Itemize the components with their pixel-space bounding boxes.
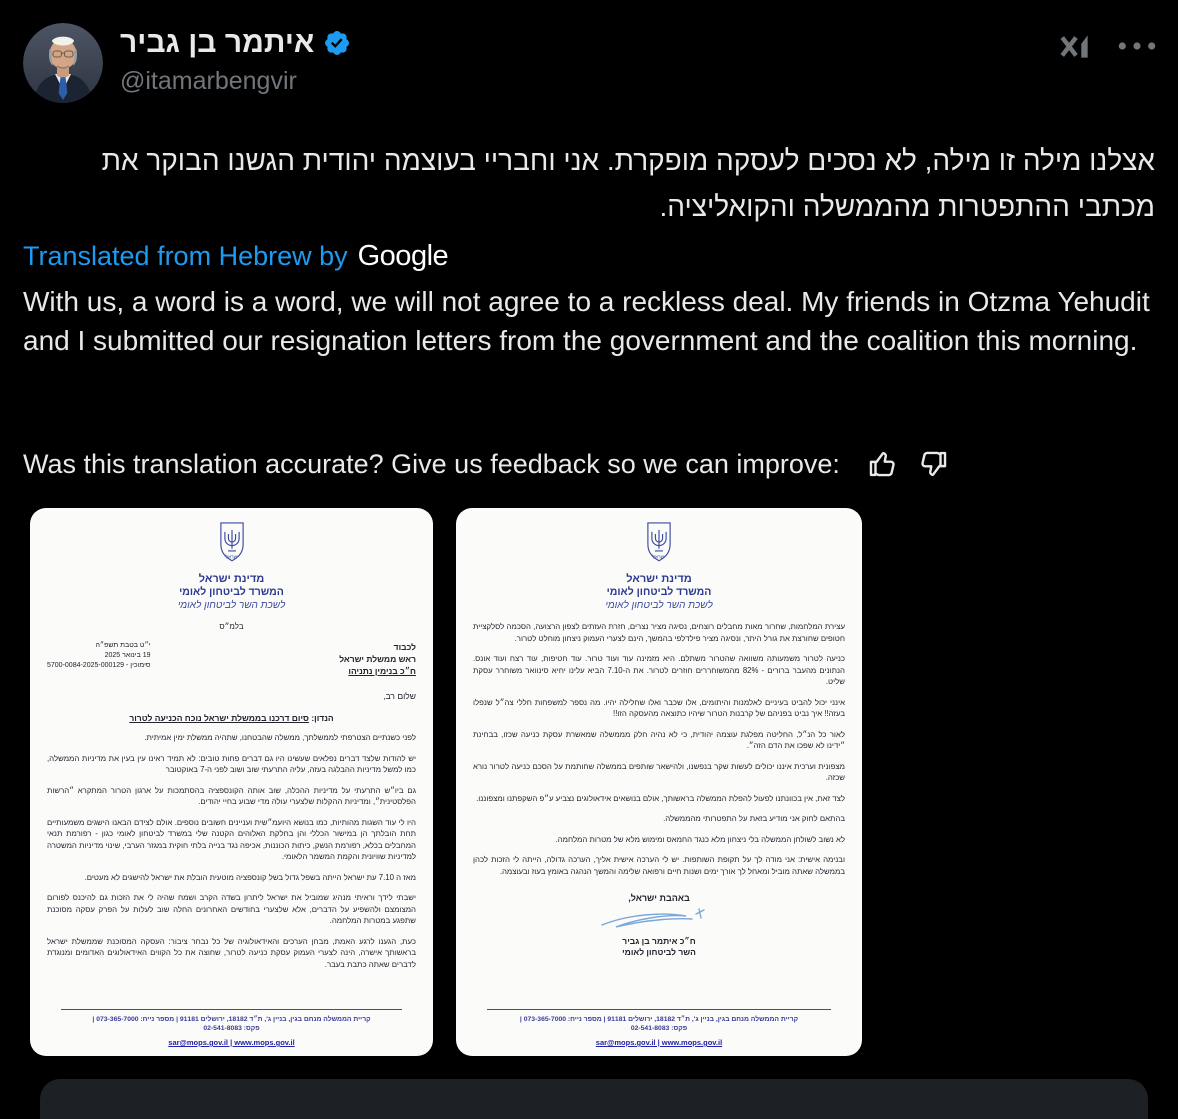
letter2-paragraph: לצד זאת, אין בכוונתנו לפעול להפלת הממשלה בראשותך, אולם בנושאים אידאולוגים נצביע ע״פ השקפתנו ומצפוננו. xyxy=(476,793,845,803)
tweet-text-translated: With us, a word is a word, we will not agree to a reckless deal. My friends in Otzma Yehudit and I submitted our resignation letters from the government and the coalition this morning. xyxy=(23,286,1150,356)
feedback-prompt: Was this translation accurate? Give us feedback so we can improve: xyxy=(23,448,840,479)
letter1-classification: בלמ״ס xyxy=(219,622,244,631)
more-icon xyxy=(1116,39,1158,53)
letter1-paragraph: לפני כשנתיים הצטרפתי לממשלתך, ממשלה שהבטחנו, שתהיה ממשלת ימין אמיתית. xyxy=(144,733,416,742)
verified-badge-icon xyxy=(323,29,351,57)
tweet-text-hebrew: אצלנו מילה זו מילה, לא נסכים לעסקה מופקרת. אני וחבריי בעוצמה יהודית הגשנו הבוקר את מכתבי ההתפטרות מהממשלה והקואליציה. xyxy=(101,145,1155,222)
letter2-paragraph: אינני יכול להביט בעיניים לאלמנות והיתומים, אלו שכבר ואלו שחלילה יהיו. מה נספר למשפחות חללי צה״ל שנפלו בעזה!! איך נביט בפניהם של קרבנות הטרור שיהיו כתוצאה מהעסקה הזו!! xyxy=(473,697,845,718)
letter2-paragraph: כניעה לטרור משמעותה משוואה שהטרור משתלם. היא מזמינה עוד ועוד טרור. עוד חטיפות, עוד רצח ועוד אונס. הנתונים מהעבר ברורים - 82% מהמשוחררים חוזרים לטרור. את ה-7.10 הביא עלינו יחיא סינוואר משוחרר עסקת שליט. xyxy=(473,654,845,686)
letter1-date-block: י״ט בטבת תשפ״ה 19 בינואר 2025 סימוכין - 5700-0084-2025-000129 xyxy=(47,642,151,669)
letter1-footer: קריית הממשלה מנחם בגין, בניין ג', ת״ד 18182, ירושלים 91181 | מספר נייח: 073-365-7000 | פקס: 02-541-8083 sar@mops.gov.il | www.mops.gov.il xyxy=(47,1009,416,1055)
israel-emblem-icon xyxy=(47,521,416,569)
letter1-paragraph: היו לי עוד השגות מהותיות, כמו בנושא היועמ״שית ועניינים חשובים נוספים. אולם לצידם הבאנו הישגים משמעותיים תחת הובלתך הן במישור הכללי והן בחלקת האלוהים הקטנה שלי במשרד לביטחון לאומי כגון - רפורמת תנאי המחבלים בכלא, רפורמת הנשק, כיתות הכוננות, אכיפה נגד בנייה בלתי חוקית במגזר הערבי, שינוי מדיניות המשטרה למדיניות שוויונית והקמת המשמר הלאומי. xyxy=(47,817,416,861)
letter2-ministry-line: המשרד לביטחון לאומי xyxy=(606,586,712,598)
letter2-state-line: מדינת ישראל xyxy=(626,573,692,585)
letter1-office-line: לשכת השר לביטחון לאומי xyxy=(177,600,286,611)
display-name[interactable]: איתמר בן גביר xyxy=(120,26,315,59)
letter2-paragraph: עצירת המלחמות, שחרור מאות מחבלים רוצחים, נסיגה מציר נצרים, חזרת העזתים לצפון הרצועה, הסכמה לסלקציית חטופים שחורצת את גורל היתר, ונסיגה מציר פילדלפי בהמשך, הינם לצערי העמוק ניצחון מוחלט לטרור. xyxy=(473,622,845,643)
translated-from-link[interactable]: Translated from Hebrew by xyxy=(23,241,348,271)
letter2-footer-links: sar@mops.gov.il | www.mops.gov.il xyxy=(595,1038,723,1047)
letter1-ministry-line: המשרד לביטחון לאומי xyxy=(179,586,284,598)
letter1-paragraph: מאז ה 7.10 עת ישראל הייתה בשפל גדול בשל קונספציה מוטעית הובלת את ישראל להישגים לא מעטים. xyxy=(84,872,416,882)
letter2-closing: באהבת ישראל, xyxy=(628,893,690,903)
letter1-footer-links: sar@mops.gov.il | www.mops.gov.il xyxy=(168,1038,295,1047)
google-logo: Google xyxy=(357,240,449,272)
letter1-state-line: מדינת ישראל xyxy=(198,573,265,585)
letter1-paragraph: ישבתי לידך וראיתי מנהיג שמוביל את ישראל ליתרון בשדה הקרב ושמח שהיה לי את הזכות גם להיכנס לפורום המצומצם ולהשפיע על הדברים, אלא שלצערי בחודשים האחרונים החלה שוב לעלות על הפרק עסקה מסוכנת שתפגע במטרות המלחמה. xyxy=(47,893,416,925)
user-identity xyxy=(120,26,351,96)
grok-icon xyxy=(1058,30,1094,62)
letter2-office-line: לשכת השר לביטחון לאומי xyxy=(605,600,713,611)
letter1-greeting: שלום רב, xyxy=(383,691,416,701)
letter1-paragraph: גם ביו״ש התרעתי על מדיניות ההכלה, שוב אותה הקונספציה בהסתמכות על ארגון הטרור המתקרא ״הרשות הפלסטינית״, ומדיניות ההקלות שלצערי עולה מדי שבוע בחיי יהודים. xyxy=(47,785,416,806)
letter1-subject: הנדון: סיום דרכנו בממשלת ישראל נוכח הכניעה לטרור xyxy=(129,713,334,723)
thumbs-up-icon xyxy=(866,447,900,481)
svg-text:ישראל: ישראל xyxy=(225,555,238,561)
thumbs-down-button[interactable] xyxy=(916,447,950,481)
letter2-signer-title: השר לביטחון לאומי xyxy=(622,947,696,957)
israel-emblem-icon xyxy=(473,521,845,569)
letter1-paragraph: כעת, הגענו לרגע האמת, מבחן הערכים והאידאולוגיה של כל נבחר ציבור: העסקה המסוכנת שממשלת ישראל בראשותך אישרה, הינה לצערי העמוק עסקת כניעה לטרור, שחוצה את כל הקווים האידאולוגים האדומים ומנוגדת לדברים שאתה כתבת בעבר. xyxy=(47,936,416,969)
user-handle[interactable]: @itamarbengvir xyxy=(120,67,297,95)
letter2-signer-name: ח״כ איתמר בן גביר xyxy=(622,936,696,946)
avatar[interactable] xyxy=(23,23,103,103)
letter1-paragraph: יש להודות שלצד דברים נפלאים שעשינו היו גם דברים פחות טובים: לא תמיד ראינו עין בעין את מדיניות הממשלה, כמו למשל מדיניות ההבלגה בעזה, עליה התרעתי שוב ושוב לפני ה-7 באוקטובר xyxy=(47,753,416,774)
letter2-paragraph: לאור כל הנ״ל, החליטה מפלגת עוצמה יהודית, כי לא נהיה חלק מממשלה שמאשרת עסקת כניעה שכזו, בבחינת ״ידינו לא שפכו את הדם הזה״. xyxy=(473,729,845,750)
letter2-paragraph: בהתאם לחוק אני מודיע בזאת על התפטרותי מהממשלה. xyxy=(663,814,845,823)
letter2-paragraph: מצפונית וערכית איננו יכולים לעשות שקר בנפשנו, ולהישאר שותפים בממשלה שחותמת על הסכם כניעה לטרור נורא שכזה. xyxy=(473,761,845,782)
letter1-addressee: לכבוד ראש ממשלת ישראל ח״כ בנימין נתניהו xyxy=(339,642,416,676)
thumbs-up-button[interactable] xyxy=(866,447,900,481)
thumbs-down-icon xyxy=(916,447,950,481)
signature xyxy=(473,905,845,936)
reply-composer-bar[interactable] xyxy=(40,1079,1148,1119)
attached-image-letter-1[interactable] xyxy=(30,508,433,1056)
svg-text:ישראל: ישראל xyxy=(652,555,666,561)
more-menu-button[interactable] xyxy=(1116,39,1158,53)
attached-image-letter-2[interactable] xyxy=(456,508,862,1056)
avatar-photo xyxy=(23,23,103,103)
letter2-footer: קריית הממשלה מנחם בגין, בניין ג', ת״ד 18182, ירושלים 91181 | מספר נייח: 073-365-7000 | פקס: 02-541-8083 sar@mops.gov.il | www.mops.gov.il xyxy=(473,1009,845,1055)
letter2-paragraph: לא נשוב לשולחן הממשלה בלי ניצחון מלא כנגד החמאס ומימוש מלא של מטרות המלחמה. xyxy=(555,834,845,844)
letter2-paragraph: ובנימה אישית: אני מודה לך על תקופת השותפות. יש לי הערכה אישית אליך, הערכה גדולה, הייתה לי הזכות לכהן בממשלה שאתה מוביל ומאחל לך אורך ימים ושנות חיים ורפואה שלימה והמשך הנהגה באומץ בעוז ובעוצמה. xyxy=(473,855,845,876)
translation-attribution xyxy=(23,240,448,273)
grok-actions-button[interactable] xyxy=(1058,30,1094,62)
